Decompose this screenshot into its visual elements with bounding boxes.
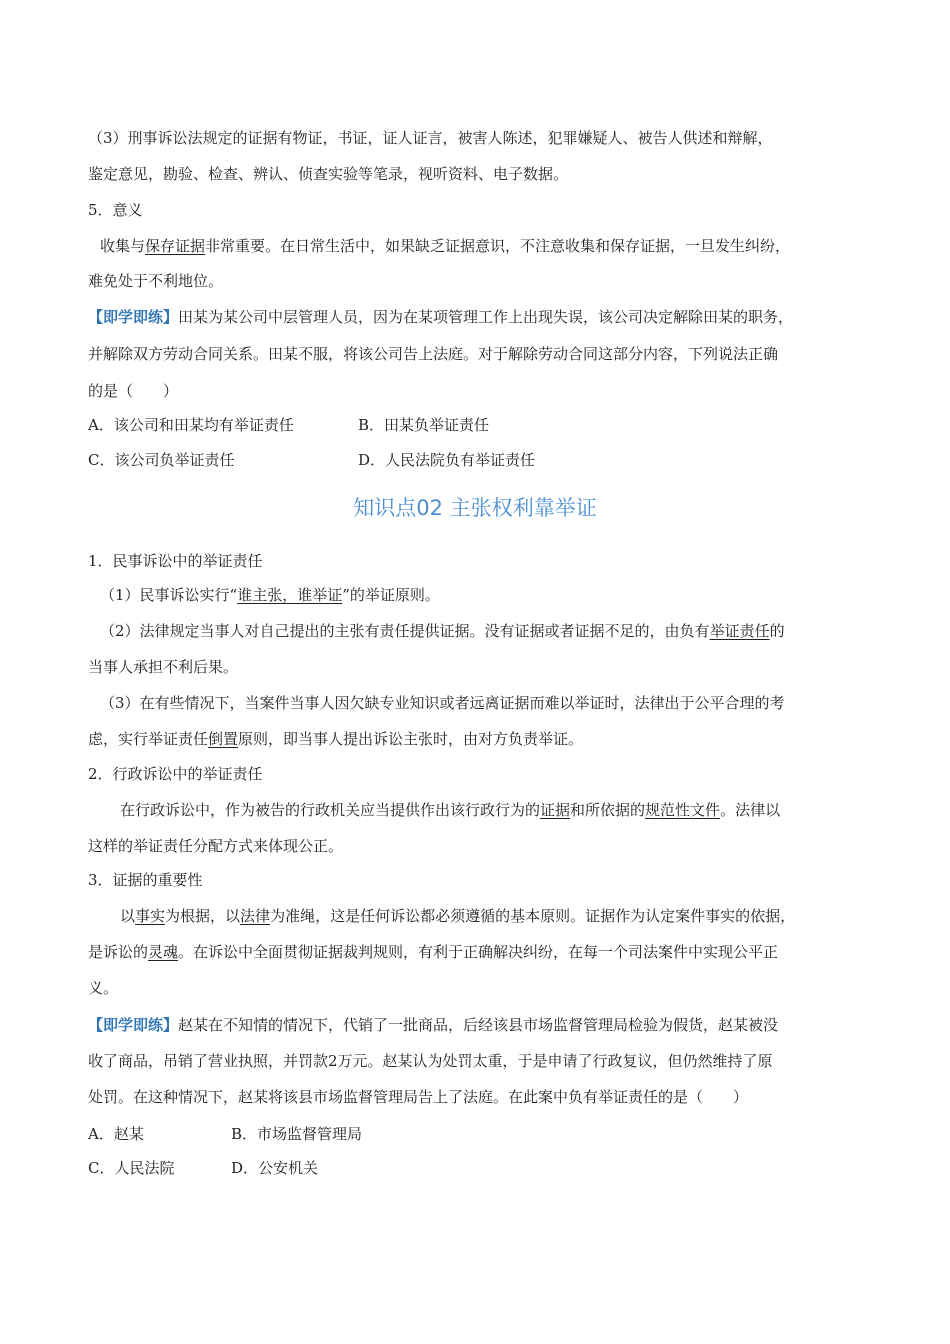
practice-question-2-line2: 收了商品，吊销了营业执照，并罚款2万元。赵某认为处罚太重，于是申请了行政复议，但仍然维持了原	[88, 1052, 773, 1070]
practice-tag: 【即学即练】	[88, 1016, 179, 1034]
text: 非常重要。在日常生活中，如果缺乏证据意识，不注意收集和保存证据，一旦发生纠纷，	[205, 237, 791, 255]
text: ”的举证原则。	[342, 586, 440, 604]
administrative-heading: 2．行政诉讼中的举证责任	[88, 765, 263, 783]
importance-line2	[88, 935, 868, 969]
text: 原则，即当事人提出诉讼主张时，由对方负责举证。	[238, 730, 584, 748]
section-title: 知识点02 主张权利靠举证	[353, 496, 597, 520]
underlined-keyword: 举证责任	[709, 622, 770, 640]
underlined-keyword: 证据	[540, 801, 571, 819]
civil-point1	[100, 578, 880, 612]
text: 为根据，以	[165, 907, 241, 925]
q1-options-row1	[88, 408, 868, 442]
significance-line1	[100, 229, 880, 263]
text: 以	[120, 907, 136, 925]
q2-options-row1	[88, 1117, 868, 1151]
text: 和所依据的	[570, 801, 646, 819]
underlined-keyword: 灵魂	[148, 943, 179, 961]
underlined-keyword: 事实	[135, 907, 166, 925]
text: 赵某在不知情的情况下，代销了一批商品，后经该县市场监督管理局检验为假货，赵某被没	[178, 1016, 779, 1034]
civil-point3: （3）在有些情况下，当案件当事人因欠缺专业知识或者远离证据而难以举证时，法律出于公平合理的考	[100, 694, 785, 712]
q1-option-a[interactable]: A．该公司和田某均有举证责任	[88, 416, 294, 434]
q2-option-c[interactable]: C．人民法院	[88, 1159, 175, 1177]
underlined-keyword: 保存证据	[145, 237, 206, 255]
text: （1）民事诉讼实行“	[100, 586, 238, 604]
civil-point3-line2	[88, 722, 868, 756]
text: 收集与	[100, 237, 146, 255]
underlined-keyword: 谁主张，谁举证	[237, 586, 343, 604]
practice-tag: 【即学即练】	[88, 308, 179, 326]
q1-option-b[interactable]: B．田某负举证责任	[358, 416, 490, 434]
importance-heading: 3．证据的重要性	[88, 871, 203, 889]
underlined-keyword: 法律	[240, 907, 271, 925]
practice-question-1-line3: 的是（ ）	[88, 382, 179, 400]
administrative-line2: 这样的举证责任分配方式来体现公正。	[88, 837, 344, 855]
importance-line3: 义。	[88, 979, 119, 997]
evidence-types-line1: （3）刑事诉讼法规定的证据有物证，书证，证人证言，被害人陈述，犯罪嫌疑人、被告人供述和辩解，	[88, 129, 773, 147]
practice-question-2	[88, 1008, 868, 1042]
importance-line1	[120, 899, 900, 933]
practice-question-2-line3: 处罚。在这种情况下，赵某将该县市场监督管理局告上了法庭。在此案中负有举证责任的是（ ）	[88, 1088, 749, 1106]
evidence-types-line2: 鉴定意见，勘验、检查、辨认、侦查实验等笔录，视听资料、电子数据。	[88, 165, 569, 183]
text: 是诉讼的	[88, 943, 149, 961]
text: 的	[769, 622, 785, 640]
practice-question-1	[88, 300, 868, 334]
underlined-keyword: 规范性文件	[645, 801, 721, 819]
significance-line2: 难免处于不利地位。	[88, 272, 224, 290]
q2-option-a[interactable]: A．赵某	[88, 1125, 144, 1143]
text: 。法律以	[720, 801, 781, 819]
text: 。在诉讼中全面贯彻证据裁判规则，有利于正确解决纠纷，在每一个司法案件中实现公平正	[178, 943, 779, 961]
civil-heading: 1．民事诉讼中的举证责任	[88, 552, 263, 570]
civil-point2-line2: 当事人承担不利后果。	[88, 658, 239, 676]
practice-question-1-line2: 并解除双方劳动合同关系。田某不服，将该公司告上法庭。对于解除劳动合同这部分内容，下列说法正确	[88, 345, 779, 363]
text: 虑，实行举证责任	[88, 730, 209, 748]
text: （2）法律规定当事人对自己提出的主张有责任提供证据。没有证据或者证据不足的，由负有	[100, 622, 710, 640]
significance-heading: 5．意义	[88, 201, 143, 219]
q1-options-row2	[88, 443, 868, 477]
q1-option-d[interactable]: D．人民法院负有举证责任	[358, 451, 536, 469]
q2-options-row2	[88, 1151, 868, 1185]
underlined-keyword: 倒置	[208, 730, 239, 748]
q2-option-b[interactable]: B．市场监督管理局	[231, 1125, 363, 1143]
q2-option-d[interactable]: D．公安机关	[231, 1159, 319, 1177]
administrative-line1	[120, 793, 900, 827]
text: 田某为某公司中层管理人员，因为在某项管理工作上出现失误，该公司决定解除田某的职务，	[178, 308, 794, 326]
civil-point2	[100, 614, 880, 648]
text: 为准绳，这是任何诉讼都必须遵循的基本原则。证据作为认定案件事实的依据，	[270, 907, 796, 925]
q1-option-c[interactable]: C．该公司负举证责任	[88, 451, 235, 469]
text: 在行政诉讼中，作为被告的行政机关应当提供作出该行政行为的	[120, 801, 541, 819]
